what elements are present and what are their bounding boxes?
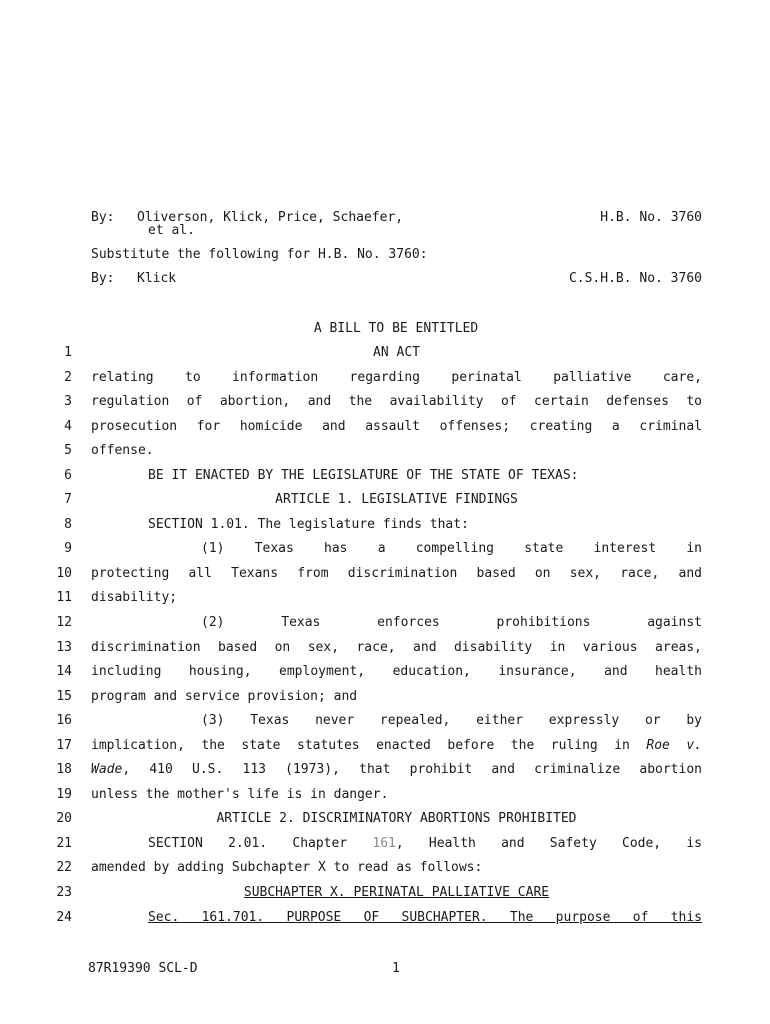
line-number: 16 xyxy=(56,713,72,728)
bill-line: AN ACT xyxy=(373,345,420,360)
line-number: 10 xyxy=(56,566,72,581)
bill-line: (2) Texas enforces prohibitions against xyxy=(201,615,702,630)
bill-line: amended by adding Subchapter X to read as follows: xyxy=(91,860,483,875)
line-number: 2 xyxy=(64,370,72,385)
line-number: 17 xyxy=(56,738,72,753)
bill-line: implication, the state statutes enacted before the ruling in Roe v. xyxy=(91,738,702,753)
bill-line: including housing, employment, education, insurance, and health xyxy=(91,664,702,679)
bill-line: Wade, 410 U.S. 113 (1973), that prohibit and criminalize abortion xyxy=(91,762,702,777)
bill-line: protecting all Texans from discrimination based on sex, race, and xyxy=(91,566,702,581)
line-number: 6 xyxy=(64,468,72,483)
bill-line: offense. xyxy=(91,443,154,458)
line-number: 13 xyxy=(56,640,72,655)
by2-label: By: xyxy=(91,271,115,286)
line-number: 20 xyxy=(56,811,72,826)
bill-line: SECTION 1.01. The legislature finds that: xyxy=(148,517,469,532)
line-number: 5 xyxy=(64,443,72,458)
article-heading: ARTICLE 1. LEGISLATIVE FINDINGS xyxy=(275,492,518,507)
line-number: 15 xyxy=(56,689,72,704)
line-number: 9 xyxy=(64,541,72,556)
bill-line: regulation of abortion, and the availability of certain defenses to xyxy=(91,394,702,409)
bill-line: disability; xyxy=(91,590,178,605)
document-id: 87R19390 SCL-D xyxy=(88,961,198,976)
committee-bill-number: C.S.H.B. No. 3760 xyxy=(568,271,702,286)
sponsor-name: Klick xyxy=(137,271,177,286)
line-number: 1 xyxy=(64,345,72,360)
line-number: 12 xyxy=(56,615,72,630)
enacting-clause: BE IT ENACTED BY THE LEGISLATURE OF THE STATE OF TEXAS: xyxy=(148,468,579,483)
case-citation-italic: Roe v. xyxy=(646,738,702,753)
substitute-text: Substitute the following for H.B. No. 3760: xyxy=(91,247,428,262)
by-label: By: xyxy=(91,210,115,225)
line-number: 19 xyxy=(56,787,72,802)
line-number: 24 xyxy=(56,910,72,925)
line-number: 8 xyxy=(64,517,72,532)
line-number: 18 xyxy=(56,762,72,777)
chapter-reference-link[interactable]: 161 xyxy=(372,836,396,851)
page-number: 1 xyxy=(392,961,400,976)
line-number: 23 xyxy=(56,885,72,900)
bill-title: A BILL TO BE ENTITLED xyxy=(313,321,479,336)
bill-line: (3) Texas never repealed, either expressly or by xyxy=(201,713,702,728)
bill-line: unless the mother's life is in danger. xyxy=(91,787,389,802)
case-citation-italic: Wade xyxy=(91,762,123,777)
line-number: 22 xyxy=(56,860,72,875)
authors-line-2: et al. xyxy=(148,223,195,238)
line-number: 14 xyxy=(56,664,72,679)
bill-line: prosecution for homicide and assault offenses; creating a criminal xyxy=(91,419,702,434)
line-number: 11 xyxy=(56,590,72,605)
bill-line: relating to information regarding perinatal palliative care, xyxy=(91,370,702,385)
subchapter-heading: SUBCHAPTER X. PERINATAL PALLIATIVE CARE xyxy=(243,885,550,900)
line-number: 3 xyxy=(64,394,72,409)
line-number: 4 xyxy=(64,419,72,434)
bill-line: program and service provision; and xyxy=(91,689,358,704)
line-number: 21 xyxy=(56,836,72,851)
bill-line: discrimination based on sex, race, and disability in various areas, xyxy=(91,640,702,655)
section-heading-line: Sec. 161.701. PURPOSE OF SUBCHAPTER. The purpose of this xyxy=(148,910,702,925)
bill-number: H.B. No. 3760 xyxy=(600,210,702,225)
bill-line: (1) Texas has a compelling state interest in xyxy=(201,541,702,556)
line-number: 7 xyxy=(64,492,72,507)
article-heading: ARTICLE 2. DISCRIMINATORY ABORTIONS PROHIBITED xyxy=(216,811,577,826)
bill-line: SECTION 2.01. Chapter 161, Health and Safety Code, is xyxy=(148,836,703,851)
authors-line-1: Oliverson, Klick, Price, Schaefer, xyxy=(137,210,404,225)
